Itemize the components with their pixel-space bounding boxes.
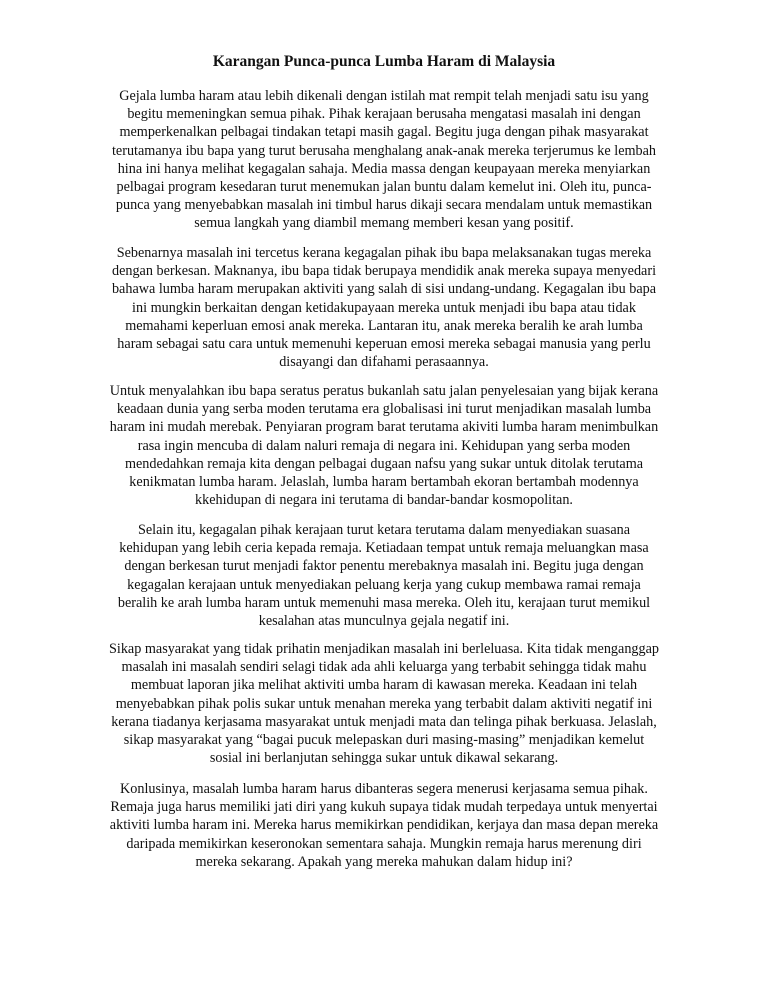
paragraph-line: rasa ingin mencuba di dalam naluri remaja di negara ini. Kehidupan yang serba moden [137, 437, 631, 454]
paragraph-line: haram ini mudah merebak. Penyiaran program barat terutama akiviti lumba haram menimbulkan [109, 419, 659, 436]
paragraph-line: disayangi dan difahami perasaannya. [279, 354, 489, 371]
paragraph-line: terutamanya ibu bapa yang turut berusaha menghalang anak-anak mereka terjerumus ke lembah [111, 142, 657, 159]
paragraph-line: kesalahan atas munculnya gejala negatif ini. [258, 613, 510, 630]
paragraph-line: semua langkah yang diambil memang memberi kesan yang positif. [194, 215, 574, 232]
paragraph-line: memahami keperluan emosi anak mereka. Lantaran itu, anak mereka beralih ke arah lumba [125, 317, 643, 334]
paragraph-line: menyebabkan pihak polis sukar untuk menahan mereka yang terbabit dalam aktiviti negatif ini [115, 695, 653, 712]
paragraph-line: Selain itu, kegagalan pihak kerajaan turut ketara terutama dalam menyediakan suasana [137, 522, 631, 538]
paragraph-line: Remaja juga harus memiliki jati diri yang kukuh supaya tidak mudah terpedaya untuk menyertai [110, 799, 658, 816]
paragraph-line: keadaan dunia yang serba moden terutama era globalisasi ini turut menjadikan masalah lumba [116, 401, 652, 418]
paragraph-society [0, 640, 768, 767]
paragraph-line: masalah ini masalah sendiri selagi tidak ada ahli keluarga yang terbabit sehingga tidak mahu [121, 659, 647, 676]
paragraph-line: sikap masyarakat yang “bagai pucuk melepaskan duri masing-masing” menjadikan kemelut [123, 732, 645, 749]
paragraph-line: mereka sekarang. Apakah yang mereka mahukan dalam hidup ini? [195, 853, 573, 870]
paragraph-line: pelbagai program kesedaran turut menemukan jalan buntu dalam kemelut ini. Oleh itu, punca- [116, 179, 652, 196]
paragraph-line: sosial ini berlanjutan sehingga sukar untuk dikawal sekarang. [209, 750, 559, 767]
paragraph-line: Gejala lumba haram atau lebih dikenali dengan istilah mat rempit telah menjadi satu isu yang [119, 88, 649, 104]
paragraph-introduction [0, 87, 768, 233]
paragraph-line: kegagalan kerajaan untuk menyediakan peluang kerja yang cukup membawa ramai remaja [127, 576, 641, 593]
paragraph-line: memperkenalkan pelbagai tindakan tetapi masih gagal. Begitu juga dengan pihak masyarakat [119, 124, 649, 141]
paragraph-line: Untuk menyalahkan ibu bapa seratus peratus bukanlah satu jalan penyelesaian yang bijak kerana [109, 383, 659, 399]
paragraph-line: kehidupan yang lebih ceria kepada remaja. Ketiadaan tempat untuk remaja meluangkan masa [119, 540, 649, 557]
paragraph-globalisation [0, 382, 768, 509]
paragraph-line: ini mungkin berkaitan dengan ketidakupayaan mereka untuk menjadi ibu bapa atau tidak [132, 299, 636, 316]
paragraph-line: Sikap masyarakat yang tidak prihatin menjadikan masalah ini berleluasa. Kita tidak menganggap [109, 641, 659, 657]
paragraph-line: mendedahkan remaja kita dengan pelbagai dugaan nafsu yang sukar untuk ditolak terutama [124, 455, 644, 472]
paragraph-government [0, 521, 768, 630]
paragraph-line: begitu memeningkan semua pihak. Pihak kerajaan berusaha mengatasi masalah ini dengan [127, 106, 641, 123]
paragraph-line: daripada memikirkan keseronokan sementara sahaja. Mungkin remaja harus merenung diri [126, 835, 642, 852]
paragraph-conclusion [0, 780, 768, 871]
paragraph-line: dengan berkesan turut menjadi faktor penentu merebaknya masalah ini. Begitu juga dengan [124, 558, 644, 575]
paragraph-line: Konlusinya, masalah lumba haram harus dibanteras segera menerusi kerjasama semua pihak. [120, 781, 648, 797]
paragraph-line: Sebenarnya masalah ini tercetus kerana kegagalan pihak ibu bapa melaksanakan tugas mereka [116, 245, 652, 261]
paragraph-line: kenikmatan lumba haram. Jelaslah, lumba haram bertambah ekoran bertambah modennya [129, 474, 639, 491]
paragraph-line: punca yang menyebabkan masalah ini timbul harus dikaji secara mendalam untuk memastikan [115, 197, 653, 214]
paragraph-line: kkehidupan di negara ini terutama di bandar-bandar kosmopolitan. [195, 492, 573, 509]
document-title: Karangan Punca-punca Lumba Haram di Malaysia [212, 53, 556, 70]
paragraph-line: beralih ke arah lumba haram untuk memenuhi masa mereka. Oleh itu, kerajaan turut memikul [117, 594, 651, 611]
paragraph-parents [0, 244, 768, 371]
paragraph-line: haram sebagai satu cara untuk memenuhi keperuan emosi mereka sebagai manusia yang perlu [117, 336, 651, 353]
paragraph-line: membuat laporan jika melihat aktiviti umba haram di kawasan mereka. Keadaan ini telah [130, 677, 638, 694]
paragraph-line: hina ini hanya melihat kegagalan sahaja. Media massa dengan keupayaan mereka menyiarkan [117, 160, 651, 177]
paragraph-line: aktiviti lumba haram ini. Mereka harus memikirkan pendidikan, kerjaya dan masa depan mereka [109, 817, 659, 834]
paragraph-line: dengan berkesan. Maknanya, ibu bapa tidak berupaya mendidik anak mereka supaya menyedari [111, 263, 657, 280]
paragraph-line: kerana tiadanya kerjasama masyarakat untuk menjadi mata dan telinga pihak berkuasa. Jelaslah, [111, 713, 657, 730]
paragraph-line: bahawa lumba haram merupakan aktiviti yang salah di sisi undang-undang. Kegagalan ibu bapa [111, 281, 657, 298]
